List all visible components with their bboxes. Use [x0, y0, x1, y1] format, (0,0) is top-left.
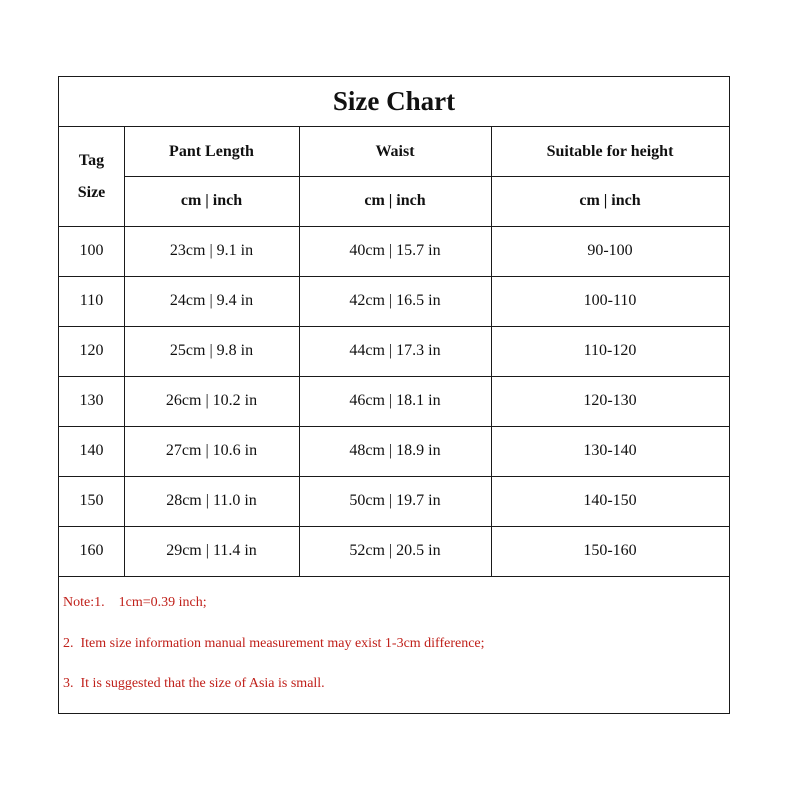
vertical-rule	[124, 127, 125, 576]
waist-cell: 48cm | 18.9 in	[349, 442, 441, 459]
height-header: Suitable for height	[546, 142, 674, 160]
tag-size-cell: 140	[79, 442, 104, 459]
note-2: 2. Item size information manual measurement may exist 1-3cm difference;	[63, 636, 485, 651]
tag-size-cell: 100	[79, 242, 104, 259]
horizontal-rule	[59, 276, 729, 277]
height-cell: 150-160	[583, 542, 637, 559]
horizontal-rule	[59, 376, 729, 377]
waist-unit: cm | inch	[364, 192, 426, 209]
tag-size-header	[59, 127, 124, 226]
tag-size-cell: 130	[79, 392, 104, 409]
pant-length-cell: 25cm | 9.8 in	[169, 342, 254, 359]
horizontal-rule	[124, 176, 729, 177]
pant-length-cell: 27cm | 10.6 in	[165, 442, 258, 459]
height-cell: 140-150	[583, 492, 637, 509]
horizontal-rule	[59, 326, 729, 327]
tag-size-label-line1: Tag	[78, 151, 105, 169]
vertical-rule	[491, 127, 492, 576]
horizontal-rule	[59, 576, 729, 577]
notes-section	[59, 576, 729, 713]
note-3: 3. It is suggested that the size of Asia is small.	[63, 676, 325, 691]
horizontal-rule	[59, 226, 729, 227]
pant-length-cell: 26cm | 10.2 in	[165, 392, 258, 409]
waist-cell: 42cm | 16.5 in	[349, 292, 441, 309]
pant-length-cell: 24cm | 9.4 in	[169, 292, 254, 309]
waist-cell: 40cm | 15.7 in	[349, 242, 441, 259]
waist-cell: 50cm | 19.7 in	[349, 492, 441, 509]
pant-length-cell: 28cm | 11.0 in	[166, 492, 257, 509]
height-cell: 90-100	[587, 242, 633, 259]
waist-header: Waist	[375, 142, 415, 160]
note-1: Note:1. 1cm=0.39 inch;	[63, 595, 207, 610]
horizontal-rule	[59, 526, 729, 527]
waist-cell: 52cm | 20.5 in	[349, 542, 441, 559]
height-cell: 130-140	[583, 442, 637, 459]
tag-size-label-line2: Size	[77, 183, 106, 201]
chart-title: Size Chart	[59, 77, 729, 127]
horizontal-rule	[59, 426, 729, 427]
height-cell: 100-110	[583, 292, 637, 309]
pant-length-cell: 29cm | 11.4 in	[166, 542, 257, 559]
size-chart-table	[58, 76, 730, 714]
tag-size-cell: 160	[79, 542, 104, 559]
height-cell: 110-120	[583, 342, 637, 359]
horizontal-rule	[59, 476, 729, 477]
tag-size-cell: 120	[79, 342, 104, 359]
pant-length-header: Pant Length	[169, 142, 254, 160]
pant-length-unit: cm | inch	[180, 192, 243, 209]
tag-size-cell: 150	[79, 492, 104, 509]
pant-length-cell: 23cm | 9.1 in	[169, 242, 254, 259]
waist-cell: 44cm | 17.3 in	[349, 342, 441, 359]
height-cell: 120-130	[583, 392, 637, 409]
waist-cell: 46cm | 18.1 in	[349, 392, 441, 409]
height-unit: cm | inch	[579, 192, 641, 209]
vertical-rule	[299, 127, 300, 576]
tag-size-cell: 110	[79, 292, 104, 309]
